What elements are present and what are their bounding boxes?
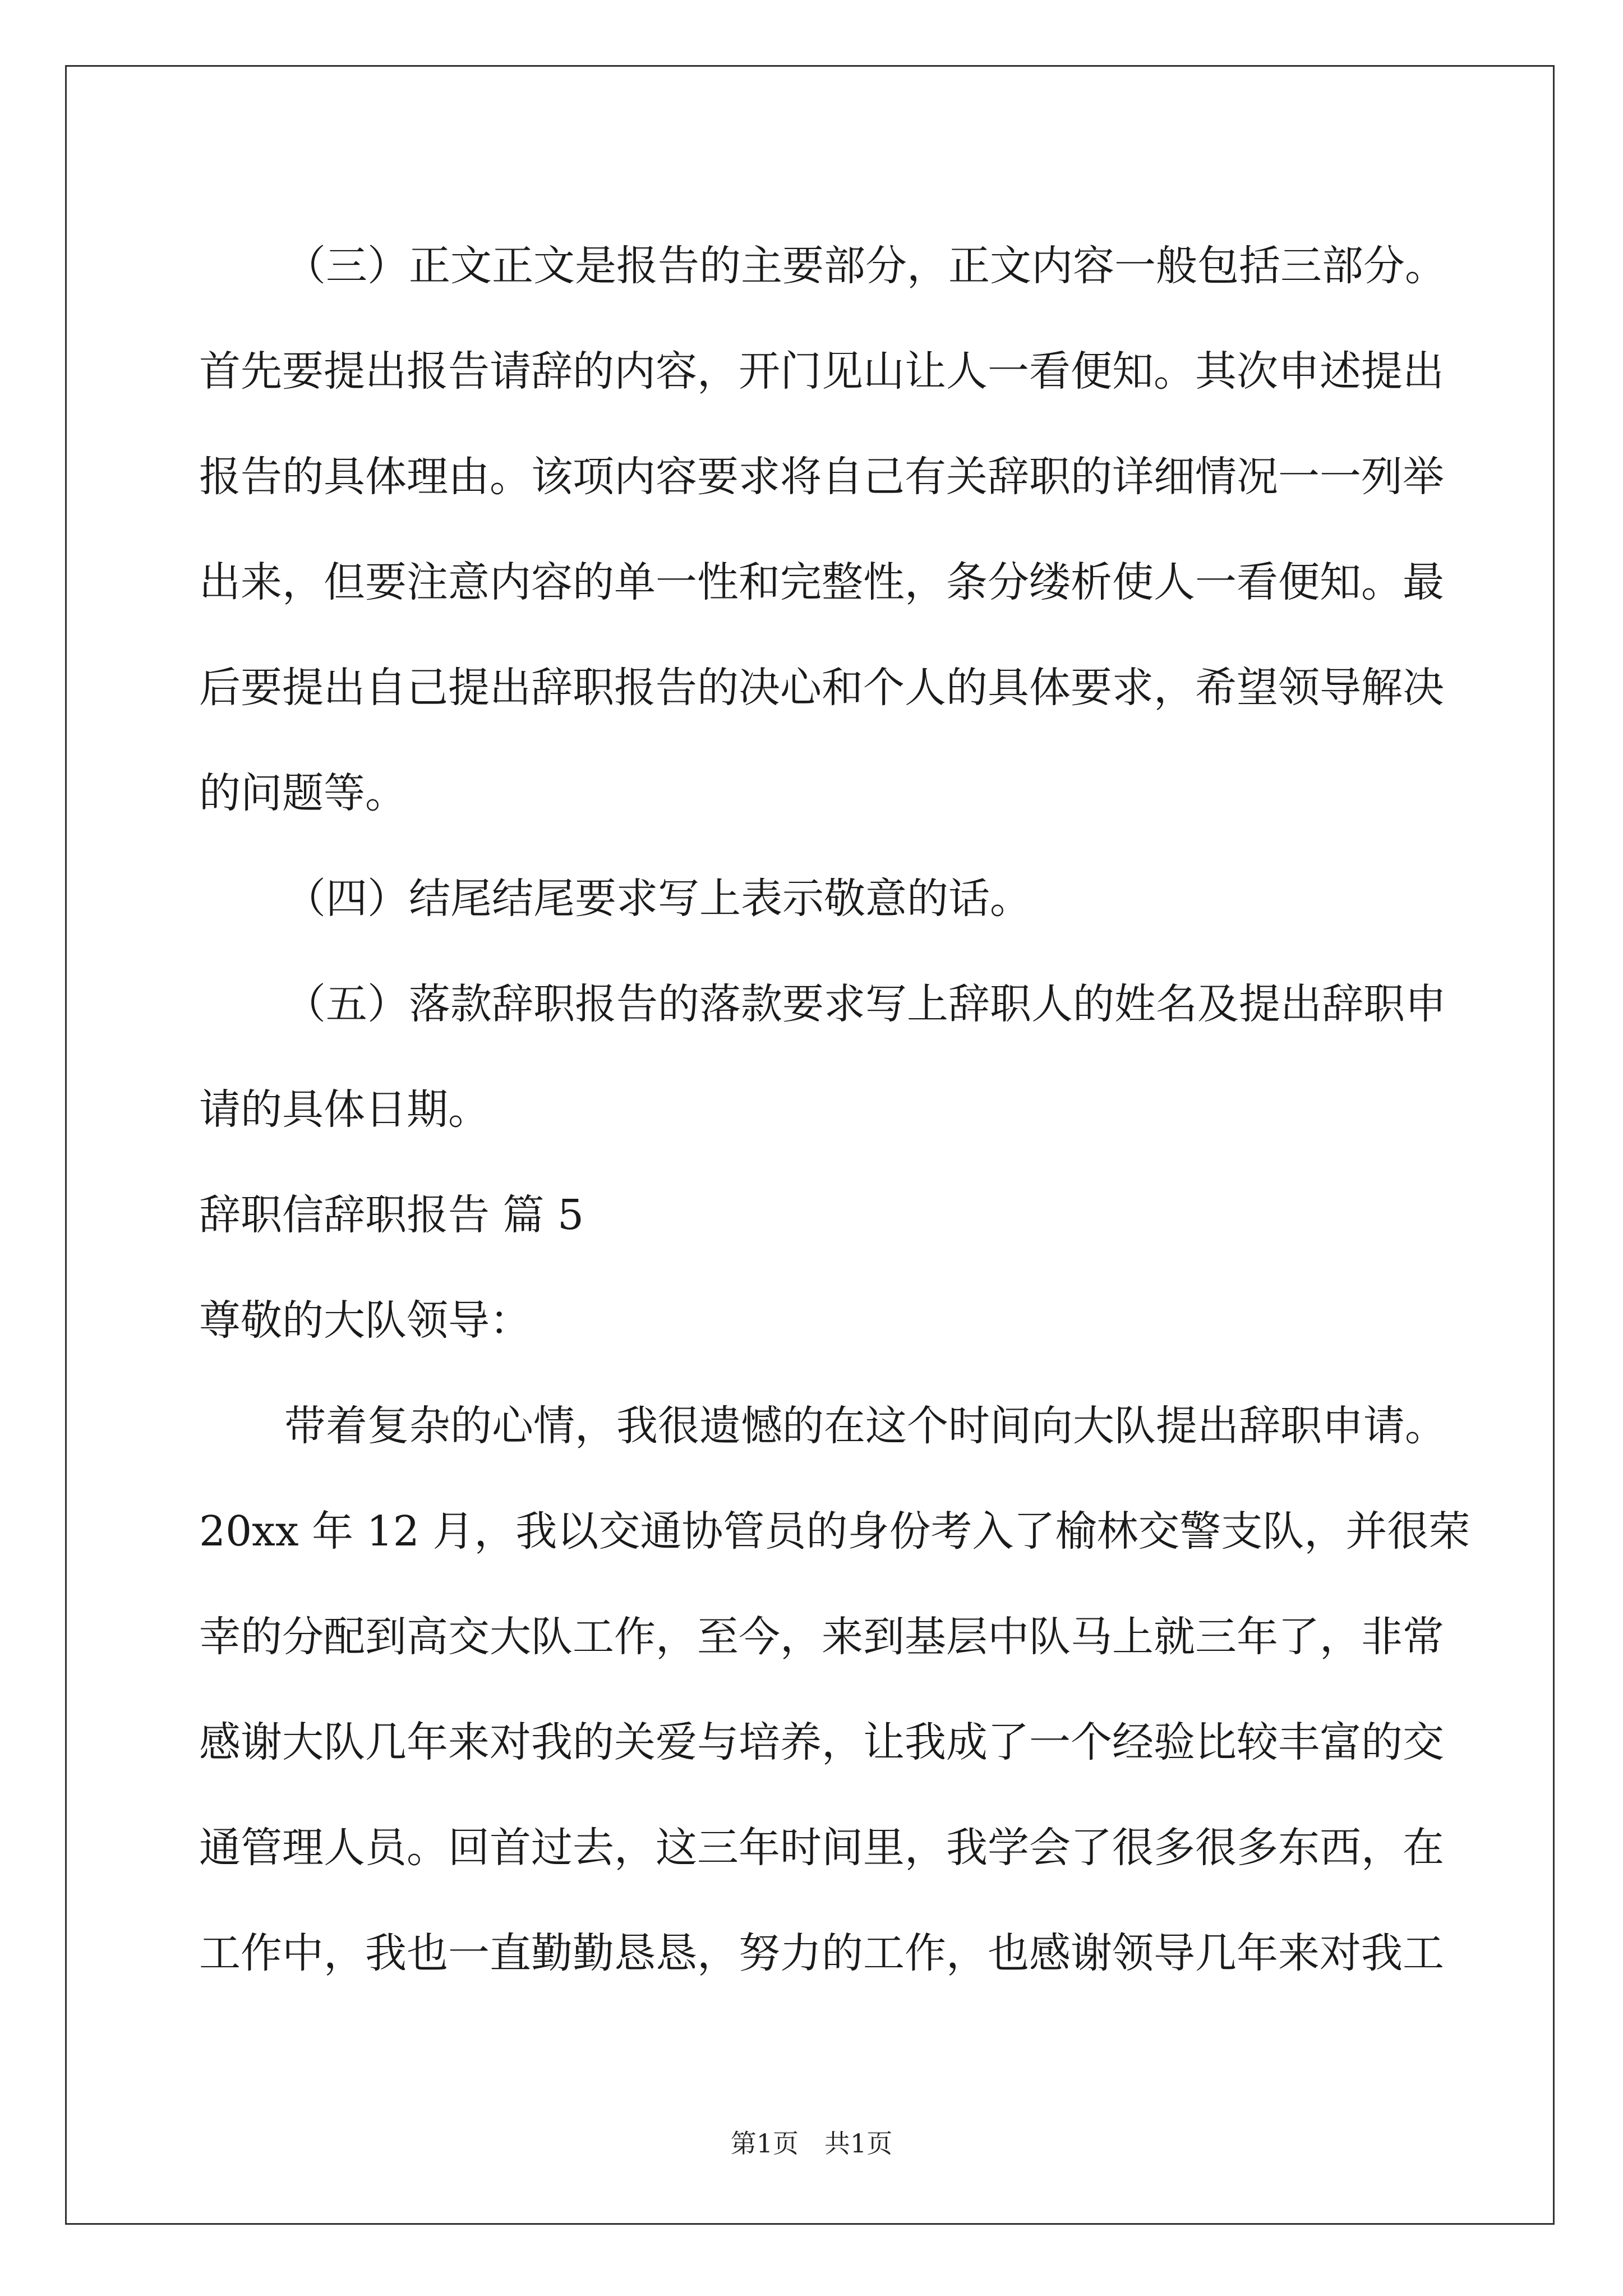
- paragraph-line: 带着复杂的心情，我很遗憾的在这个时间向大队提出辞职申请。: [284, 1402, 1446, 1450]
- paragraph-line: 的问题等。: [199, 769, 407, 817]
- paragraph-line: 报告的具体理由。该项内容要求将自己有关辞职的详细情况一一列举: [199, 453, 1444, 501]
- section-heading: 辞职信辞职报告 篇 5: [199, 1191, 584, 1239]
- salutation: 尊敬的大队领导：: [199, 1296, 531, 1345]
- paragraph-line: 出来，但要注意内容的单一性和完整性，条分缕析使人一看便知。最: [199, 558, 1444, 606]
- paragraph-line: 工作中，我也一直勤勤恳恳，努力的工作，也感谢领导几年来对我工: [199, 1929, 1444, 1977]
- paragraph-line: 首先要提出报告请辞的内容，开门见山让人一看便知。其次申述提出: [199, 347, 1444, 395]
- paragraph-line: 后要提出自己提出辞职报告的决心和个人的具体要求，希望领导解决: [199, 664, 1444, 712]
- paragraph-line: 通管理人员。回首过去，这三年时间里，我学会了很多很多东西，在: [199, 1824, 1444, 1872]
- paragraph-line: 感谢大队几年来对我的关爱与培养，让我成了一个经验比较丰富的交: [199, 1718, 1444, 1766]
- paragraph-line: 幸的分配到高交大队工作，至今，来到基层中队马上就三年了，非常: [199, 1613, 1444, 1661]
- paragraph-line: 20xx 年 12 月，我以交通协管员的身份考入了榆林交警支队，并很荣: [199, 1507, 1470, 1556]
- document-body: [199, 213, 1470, 2006]
- page-number-footer: 第1页 共1页: [730, 2128, 893, 2159]
- paragraph-line: 请的具体日期。: [199, 1085, 490, 1134]
- paragraph-line: （四）结尾结尾要求写上表示敬意的话。: [284, 875, 1031, 923]
- paragraph-line: （五）落款辞职报告的落款要求写上辞职人的姓名及提出辞职申: [284, 980, 1446, 1028]
- paragraph-line: （三）正文正文是报告的主要部分，正文内容一般包括三部分。: [284, 242, 1446, 290]
